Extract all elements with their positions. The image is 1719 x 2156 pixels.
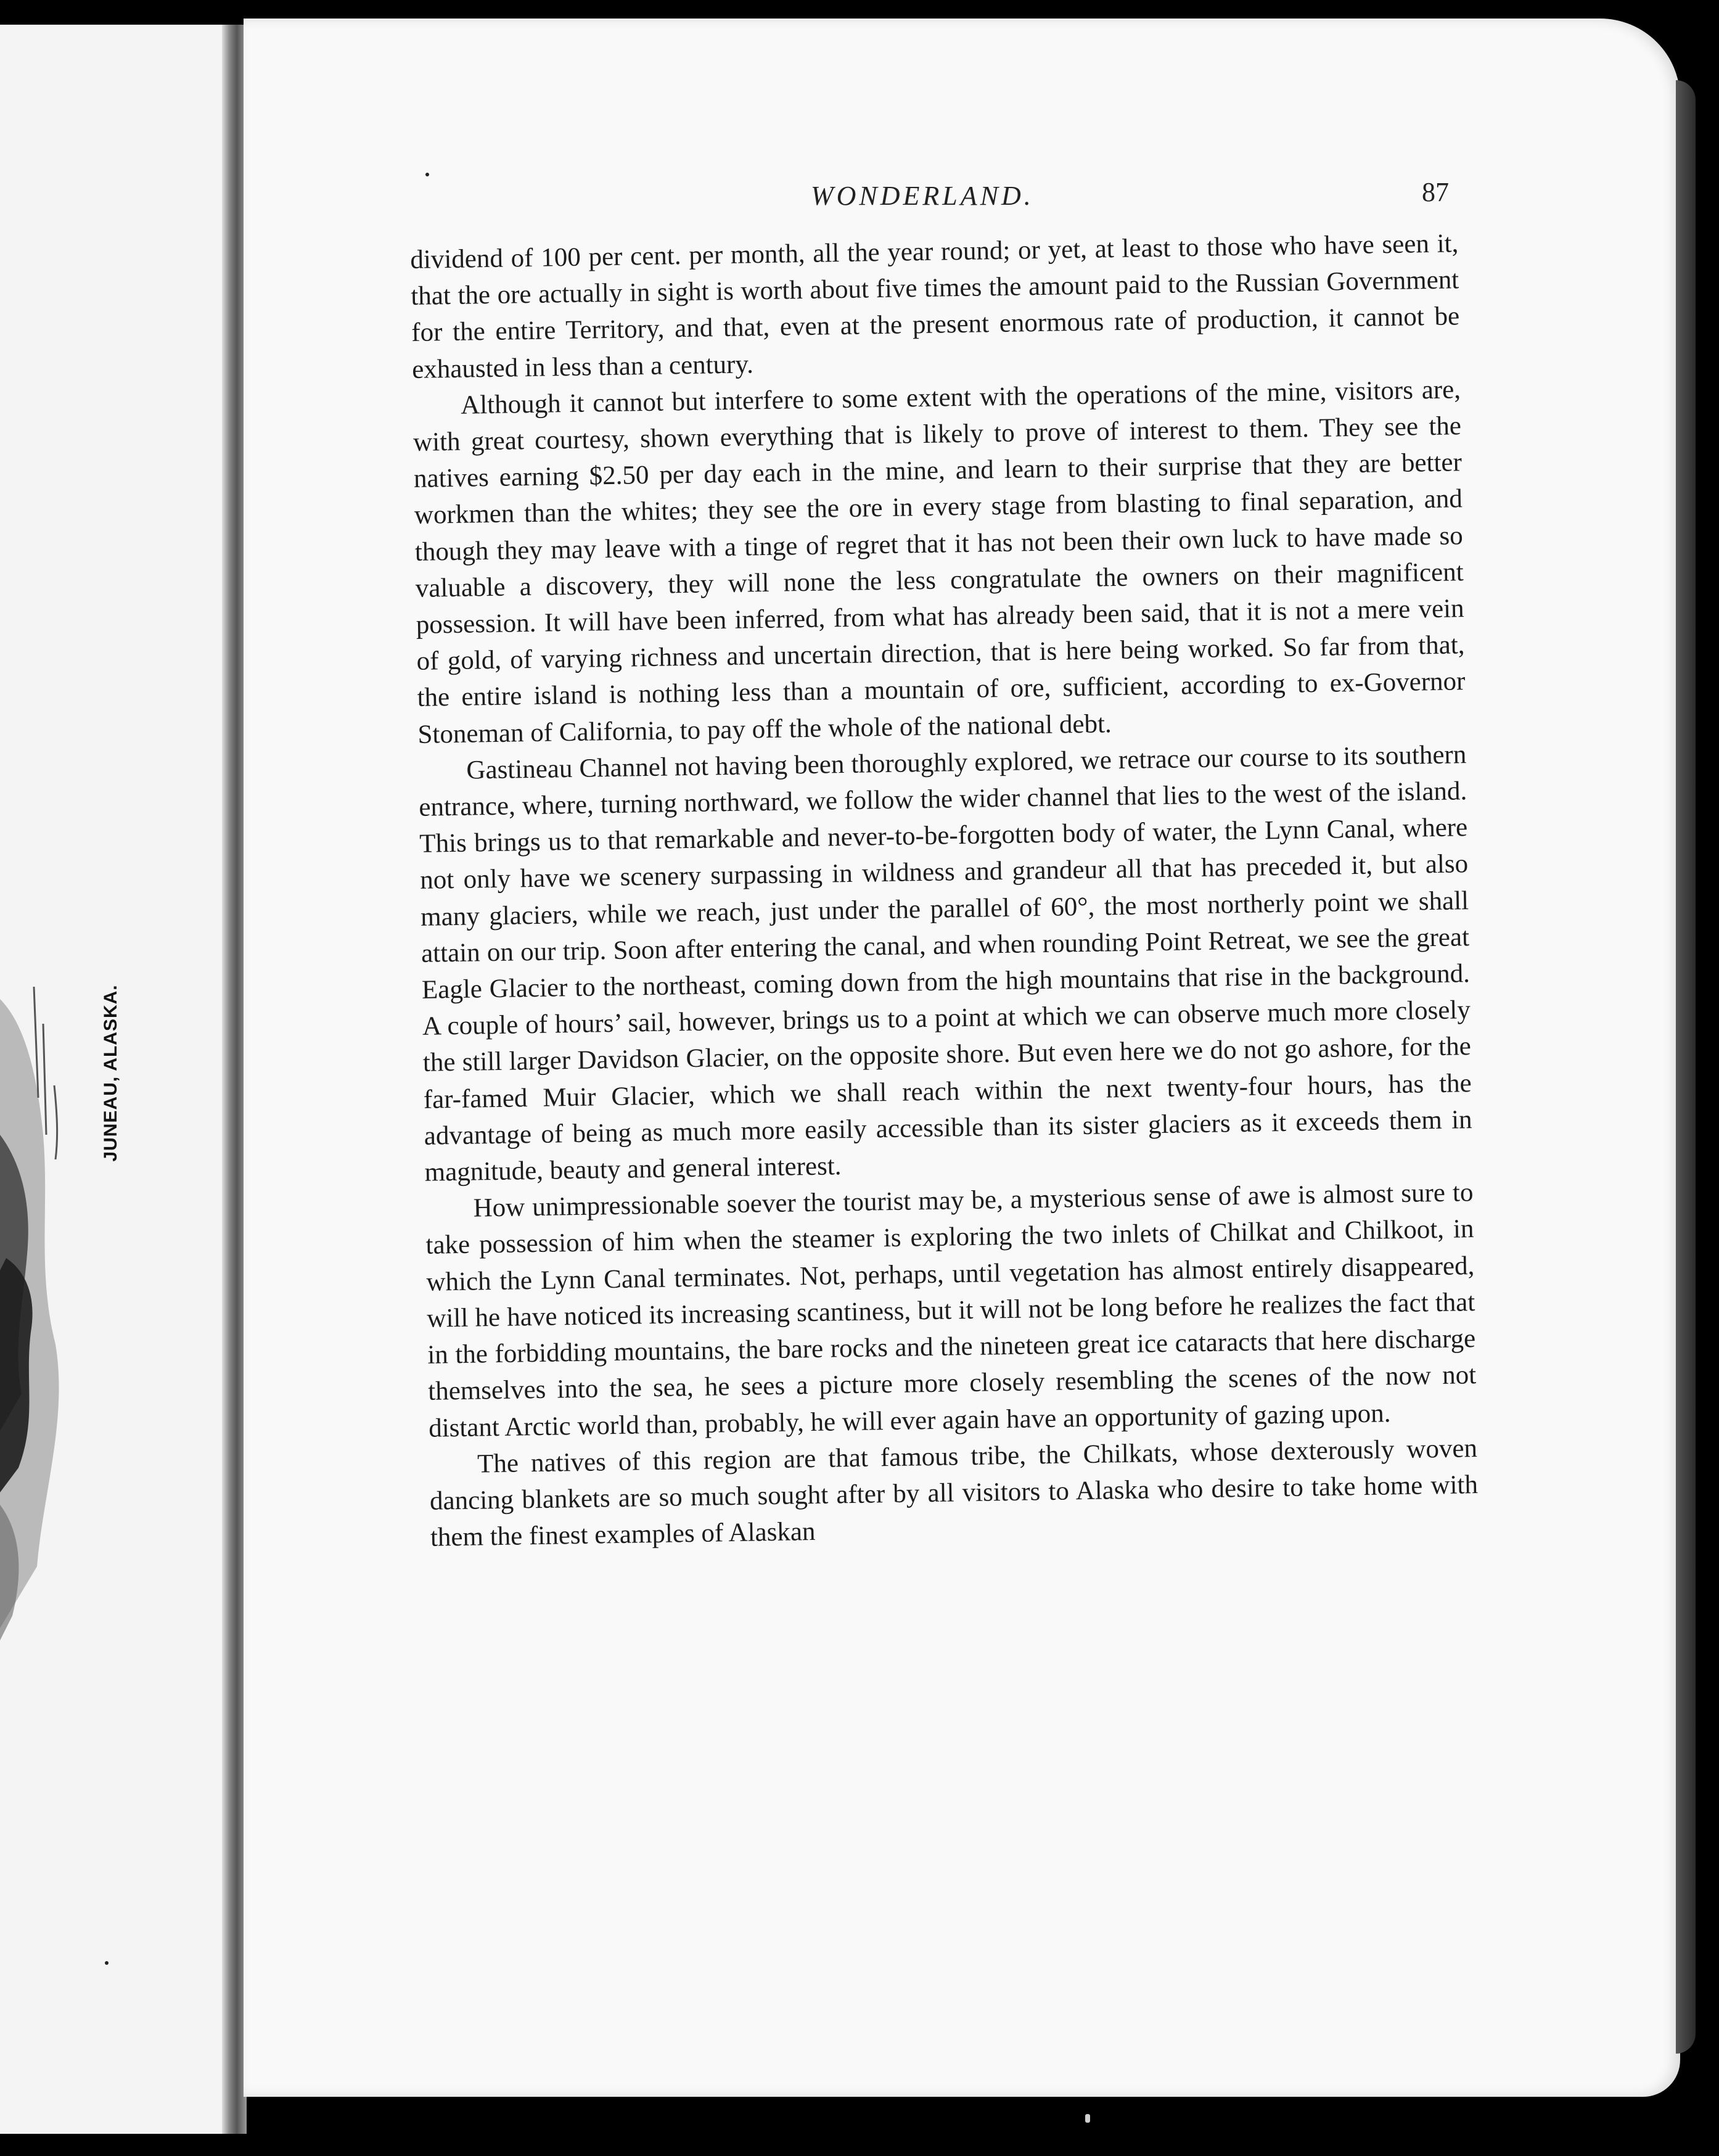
illustration-caption	[80, 974, 142, 1172]
paragraph: dividend of 100 per cent. per month, all the year round; or yet, at least to those who have seen it, that the ore actually in sight is worth about five times the amount paid to the Russian Government for the entire Territory, and that, even at the present enormous rate of production, it cannot be exhausted in less than a century.	[410, 229, 1460, 384]
scan-speck	[105, 1961, 109, 1965]
page-number: 87	[1422, 177, 1449, 207]
scan-speck	[425, 173, 429, 176]
page-header	[410, 177, 1458, 217]
caption-text: JUNEAU, ALASKA.	[101, 984, 121, 1162]
page-edge-shadow	[1676, 80, 1696, 2054]
running-title: WONDERLAND.	[811, 181, 1034, 211]
scan-speck	[1085, 2114, 1090, 2123]
paragraph: Gastineau Channel not having been thoroughly explored, we retrace our course to its southern entrance, where, turning northward, we follow the wider channel that lies to the west of the island. This brings us to that remarkable and never-to-be-forgotten body of water, the Lynn Canal, where not only have we scenery surpassing in wildness and grandeur all that has preceded it, but also many glaciers, while we reach, just under the parallel of 60°, the most northerly point we shall attain on our trip. Soon after entering the canal, and when rounding Point Retreat, we see the great Eagle Glacier to the northeast, coming down from the high mountains that rise in the background. A couple of hours’ sail, however, brings us to a point at which we can observe much more closely the still larger Davidson Glacier, on the opposite shore. But even here we do not go ashore, for the far-famed Muir Glacier, which we shall reach within the next twenty-four hours, has the advantage of being as much more easily accessible than its sister glaciers as it exceeds them in magnitude, beauty and general interest.	[419, 740, 1472, 1187]
body-text	[410, 225, 1479, 1556]
paragraph: How unimpressionable soever the tourist may be, a mysterious sense of awe is almost sure to take possession of him when the steamer is exploring the two inlets of Chilkat and Chilkoot, in which the Lynn Canal terminates. Not, perhaps, until vegetation has almost entirely disappeared, will he have noticed its increasing scantiness, but it will not be long before he realizes the fact that in the forbidding mountains, the bare rocks and the nineteen great ice cataracts that here discharge themselves into the sea, he sees a picture more closely resembling the scenes of the now not distant Arctic world than, probably, he will ever again have an opportunity of gazing upon.	[425, 1178, 1477, 1443]
paragraph: Although it cannot but interfere to some extent with the operations of the mine, visitors are, with great courtesy, shown everything that is likely to prove of interest to them. They see the natives earning $2.50 per day each in the mine, and learn to their surprise that they are better workmen than the whites; they see the ore in every stage from blasting to final separation, and though they may leave with a tinge of regret that it has not been their own luck to have made so valuable a discovery, they will none the less congratulate the owners on their magnificent possession. It will have been inferred, from what has already been said, that it is not a mere vein of gold, of varying richness and uncertain direction, that is here being worked. So far from that, the entire island is nothing less than a mountain of ore, sufficient, according to ex-Governor Stoneman of California, to pay off the whole of the national debt.	[412, 375, 1466, 749]
facing-page	[0, 25, 228, 2134]
book-gutter	[222, 25, 247, 2134]
paragraph: The natives of this region are that famous tribe, the Chilkats, whose dexterously woven dancing blankets are so much sought after by all visitors to Alaska who desire to take home with them the finest examples of Alaskan	[429, 1433, 1479, 1552]
